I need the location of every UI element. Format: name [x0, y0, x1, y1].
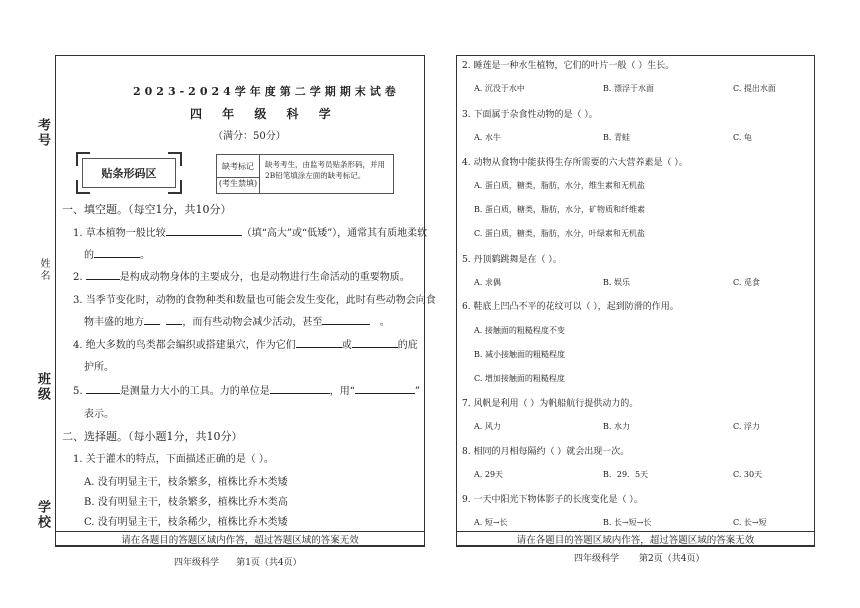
answer-blank[interactable]	[144, 314, 160, 325]
option-b: B. 减小接触面的粗糙程度	[474, 350, 565, 359]
answer-blank[interactable]	[296, 337, 342, 348]
option-a: A. 沉没于水中	[474, 84, 525, 93]
option-a: A. 接触面的粗糙程度不变	[474, 326, 565, 335]
option-a: A. 求偶	[474, 278, 501, 287]
option-b: B．29．5天	[603, 470, 649, 479]
answer-blank[interactable]	[166, 314, 182, 325]
option-c: C. 蛋白质，糖类，脂肪，水分，叶绿素和无机盐	[474, 229, 645, 238]
question-1-1-cont: 的 。	[84, 246, 150, 261]
answer-blank[interactable]	[352, 337, 398, 348]
option-a: A. 短→长	[474, 518, 508, 527]
question-2-8: 8. 相同的月相每隔约（ ）就会出现一次。	[462, 447, 630, 457]
option-a: A. 风力	[474, 422, 501, 431]
option-a: A. 没有明显主干，枝条繁多，植株比乔木类矮	[84, 477, 288, 488]
question-2-7: 7. 风帆是利用（ ）为帆船航行提供动力的。	[462, 399, 639, 409]
question-2-3: 3. 下面属于杂食性动物的是（ ）。	[462, 110, 598, 120]
option-c: C. 浮力	[733, 422, 760, 431]
exam-score: （满分：50分）	[213, 131, 286, 142]
question-1-5: 5. 是测量力大小的工具。力的单位是 ，用“ ”	[73, 382, 420, 397]
question-1-2: 2. 是构成动物身体的主要成分，也是动物进行生命活动的重要物质。	[73, 268, 410, 283]
option-c: C. 长→短	[733, 518, 767, 527]
question-2-4: 4. 动物从食物中能获得生存所需要的六大营养素是（ ）。	[462, 158, 688, 168]
question-2-9: 9. 一天中阳光下物体影子的长度变化是（ ）。	[462, 495, 643, 505]
option-b: B. 蛋白质，糖类，脂肪，水分，矿物质和纤维素	[474, 205, 645, 214]
answer-blank[interactable]	[322, 314, 370, 325]
option-c: C. 没有明显主干，枝条稀少，植株比乔木类矮	[84, 517, 288, 528]
option-a: A. 水牛	[474, 133, 501, 142]
side-label-name: 姓名	[38, 258, 49, 282]
answer-blank[interactable]	[270, 383, 330, 394]
page-2-warning: 请在各题目的答题区域内作答，超过答题区域的答案无效	[456, 531, 815, 547]
side-label-school: 学校	[35, 500, 50, 530]
option-c: C. 提出水面	[733, 84, 776, 93]
question-1-4-cont: 护所。	[84, 362, 114, 373]
question-1-1: 1. 草本植物一般比较 （填“高大”或“低矮”），通常其有质地柔软	[73, 224, 427, 239]
absent-mark-box	[216, 154, 394, 194]
answer-blank[interactable]	[355, 383, 415, 394]
side-label-exam-no: 考号	[35, 118, 50, 148]
question-2-6: 6. 鞋底上凹凸不平的花纹可以（ ），起到防滑的作用。	[462, 302, 679, 312]
option-c: C. 30天	[733, 470, 763, 479]
absent-mark-text: 缺考考生，由监考员贴条形码，并用2B铅笔填涂左面的缺考标记。	[265, 160, 385, 180]
question-1-3-cont: 物丰盛的地方 ，而有些动物会减少活动，甚至 。	[84, 313, 390, 328]
option-a: A. 蛋白质，糖类，脂肪，水分，维生素和无机盐	[474, 181, 645, 190]
option-b: B. 青蛙	[603, 133, 630, 142]
absent-mark-head: 缺考标记	[217, 155, 259, 178]
page-1-warning: 请在各题目的答题区域内作答，超过答题区域的答案无效	[55, 531, 425, 547]
option-c: C. 增加接触面的粗糙程度	[474, 374, 565, 383]
answer-blank[interactable]	[94, 247, 140, 258]
exam-title: 2023-2024学年度第二学期期末试卷	[133, 85, 400, 98]
answer-blank[interactable]	[86, 269, 120, 280]
option-c: C. 觅食	[733, 278, 760, 287]
option-b: B. 娱乐	[603, 278, 630, 287]
option-b: B. 长→短→长	[603, 518, 652, 527]
question-2-5: 5. 丹顶鹤跳舞是在（ ）。	[462, 255, 562, 265]
answer-blank[interactable]	[86, 383, 120, 394]
question-1-3: 3. 当季节变化时，动物的食物种类和数量也可能会发生变化，此时有些动物会向食	[73, 295, 436, 306]
option-b: B. 水力	[603, 422, 630, 431]
question-1-4: 4. 绝大多数的鸟类都会编织或搭建巢穴，作为它们 或 的庇	[73, 336, 418, 351]
section-1-heading: 一、填空题。（每空1分，共10分）	[62, 203, 232, 216]
question-1-5-cont: 表示。	[84, 409, 114, 420]
page-1-footer: 四年级科学 第1页（共4页）	[174, 558, 302, 568]
option-b: B. 没有明显主干，枝条繁多，植株比乔木类高	[84, 497, 288, 508]
question-2-1: 1. 关于灌木的特点，下面描述正确的是（ ）。	[73, 454, 274, 465]
absent-mark-foot: (考生禁填)	[218, 179, 258, 188]
barcode-label: 贴条形码区	[82, 158, 176, 188]
page-2-footer: 四年级科学 第2页（共4页）	[574, 554, 705, 564]
side-label-class: 班级	[35, 372, 50, 402]
option-a: A. 29天	[474, 470, 504, 479]
barcode-area	[76, 152, 182, 194]
section-2-heading: 二、选择题。（每小题1分，共10分）	[62, 430, 243, 443]
answer-blank[interactable]	[166, 225, 242, 236]
exam-subtitle: 四 年 级 科 学	[190, 107, 339, 121]
option-c: C. 龟	[733, 133, 752, 142]
option-b: B. 漂浮于水面	[603, 84, 654, 93]
question-2-2: 2. 睡莲是一种水生植物，它们的叶片一般（ ）生长。	[462, 61, 675, 71]
